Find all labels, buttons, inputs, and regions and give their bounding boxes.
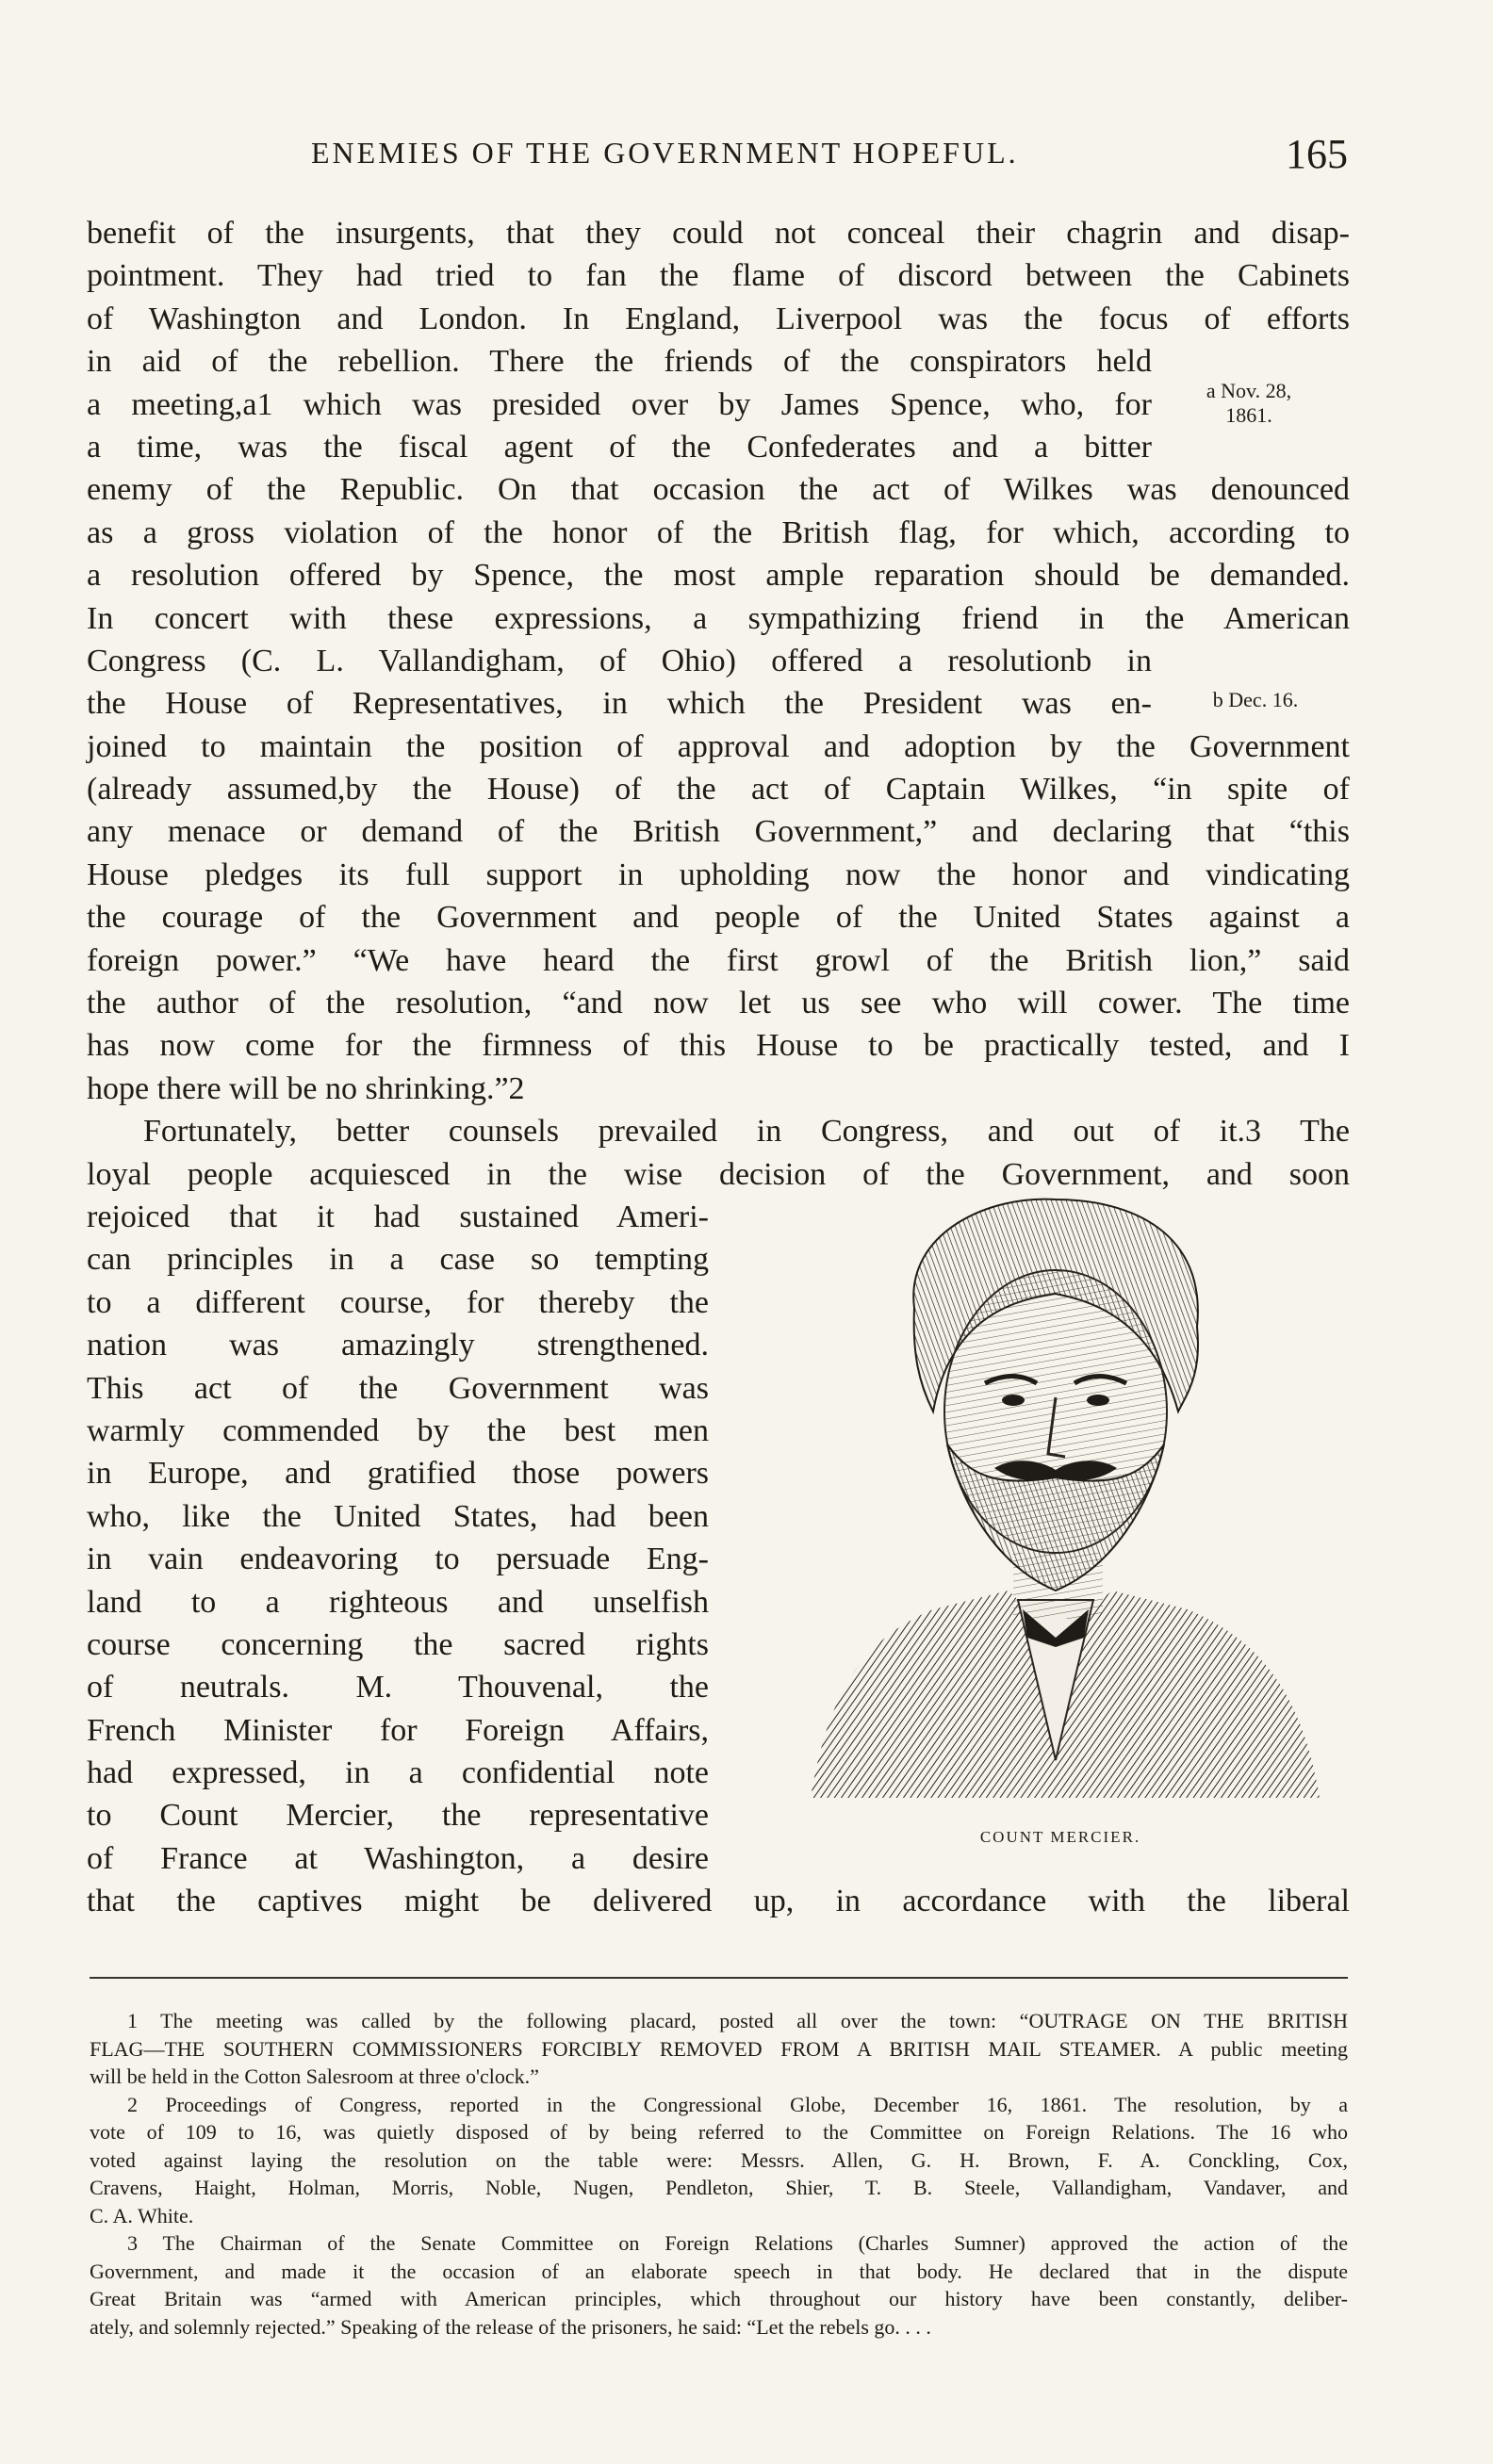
text-line: a resolution offered by Spence, the most ample reparation should be demanded. <box>87 558 1350 594</box>
text-line: In concert with these expressions, a sympathizing friend in the American <box>87 600 1350 636</box>
text-line: in aid of the rebellion. There the friends of the conspirators held <box>87 344 1152 380</box>
text-line: a meeting,a1 which was presided over by James Spence, who, for <box>87 386 1152 422</box>
text-line: benefit of the insurgents, that they could not conceal their chagrin and disap- <box>87 216 1350 251</box>
text-line: warmly commended by the best men <box>87 1412 709 1448</box>
text-line: to a different course, for thereby the <box>87 1284 709 1320</box>
footnote-line: 2 Proceedings of Congress, reported in the Congressional Globe, December 16, 1861. The resolution, by a <box>127 2092 1348 2116</box>
text-line: had expressed, in a confidential note <box>87 1755 709 1791</box>
footnote-line: FLAG—THE SOUTHERN COMMISSIONERS FORCIBLY REMOVED FROM A BRITISH MAIL STEAMER. A public meeting <box>90 2036 1348 2061</box>
portrait-image <box>773 1195 1348 1817</box>
text-line: course concerning the sacred rights <box>87 1626 709 1662</box>
text-line: rejoiced that it had sustained Ameri- <box>87 1199 709 1234</box>
running-title: ENEMIES OF THE GOVERNMENT HOPEFUL. <box>311 136 1019 170</box>
footnote-line: will be held in the Cotton Salesroom at three o'clock.” <box>90 2064 539 2088</box>
text-line: Congress (C. L. Vallandigham, of Ohio) offered a resolutionb in <box>87 643 1152 678</box>
text-line: pointment. They had tried to fan the flame of discord between the Cabinets <box>87 258 1350 294</box>
text-line: the courage of the Government and people of the United States against a <box>87 900 1350 936</box>
text-line: foreign power.” “We have heard the first growl of the British lion,” said <box>87 942 1350 978</box>
text-line: of France at Washington, a desire <box>87 1840 709 1876</box>
running-head <box>311 130 1348 177</box>
text-line: as a gross violation of the honor of the British flag, for which, according to <box>87 514 1350 550</box>
footnote-line: 3 The Chairman of the Senate Committee on Foreign Relations (Charles Sumner) approved the action of the <box>127 2231 1348 2255</box>
portrait-engraving <box>773 1195 1348 1854</box>
text-line: to Count Mercier, the representative <box>87 1798 709 1834</box>
text-line: French Minister for Foreign Affairs, <box>87 1712 709 1748</box>
footnote-line: ately, and solemnly rejected.” Speaking of the release of the prisoners, he said: “Let the rebels go. . . . <box>90 2314 931 2339</box>
footnotes <box>90 2007 1348 2341</box>
footnote-line: vote of 109 to 16, was quietly disposed of by being referred to the Committee on Foreign Relations. The 16 who <box>90 2120 1348 2144</box>
text-line: land to a righteous and unselfish <box>87 1584 709 1620</box>
footnote-line: Cravens, Haight, Holman, Morris, Noble, Nugen, Pendleton, Shier, T. B. Steele, Vallandigham, Vandaver, and <box>90 2176 1348 2199</box>
margin-note-b: b Dec. 16. <box>1212 688 1299 711</box>
text-line: the author of the resolution, “and now let us see who will cower. The time <box>87 986 1350 1021</box>
text-line: nation was amazingly strengthened. <box>87 1328 709 1363</box>
footnote-line: 1 The meeting was called by the following placard, posted all over the town: “OUTRAGE ON THE BRITISH <box>127 2009 1348 2032</box>
text-line: Fortunately, better counsels prevailed in Congress, and out of it.3 The <box>143 1114 1350 1150</box>
text-line: in vain endeavoring to persuade Eng- <box>87 1542 709 1577</box>
footnote-line: C. A. White. <box>90 2203 194 2227</box>
text-line: has now come for the firmness of this House to be practically tested, and I <box>87 1028 1350 1064</box>
text-line: who, like the United States, had been <box>87 1498 709 1534</box>
footnote-line: voted against laying the resolution on the table were: Messrs. Allen, G. H. Brown, F. A. Conckling, Cox, <box>90 2147 1348 2172</box>
text-line: in Europe, and gratified those powers <box>87 1456 709 1492</box>
margin-note-a <box>1183 379 1315 428</box>
footnote-line: Government, and made it the occasion of an elaborate speech in that body. He declared that in the dispute <box>90 2259 1348 2283</box>
footnote-line: Great Britain was “armed with American principles, which throughout our history have been constantly, deliber- <box>90 2287 1348 2310</box>
portrait-caption: COUNT MERCIER. <box>979 1828 1141 1846</box>
text-line: (already assumed,by the House) of the act of Captain Wilkes, “in spite of <box>87 772 1350 808</box>
text-line: any menace or demand of the British Government,” and declaring that “this <box>87 814 1350 850</box>
text-line: of Washington and London. In England, Liverpool was the focus of efforts <box>87 301 1350 336</box>
text-line: can principles in a case so tempting <box>87 1242 709 1278</box>
footnote-rule <box>90 1977 1348 1979</box>
text-line: joined to maintain the position of approval and adoption by the Government <box>87 728 1350 764</box>
text-line: House pledges its full support in upholding now the honor and vindicating <box>87 857 1350 892</box>
text-line: of neutrals. M. Thouvenal, the <box>87 1670 709 1705</box>
margin-note-a-year: 1861. <box>1225 403 1272 427</box>
text-line: the House of Representatives, in which the President was en- <box>87 686 1152 722</box>
text-line: enemy of the Republic. On that occasion the act of Wilkes was denounced <box>87 472 1350 508</box>
text-line: hope there will be no shrinking.”2 <box>87 1070 525 1106</box>
text-line: that the captives might be delivered up, in accordance with the liberal <box>87 1884 1350 1919</box>
page-number: 165 <box>1286 131 1348 177</box>
text-line: loyal people acquiesced in the wise decision of the Government, and soon <box>87 1156 1350 1192</box>
text-line: a time, was the fiscal agent of the Confederates and a bitter <box>87 429 1152 465</box>
text-line: This act of the Government was <box>87 1370 709 1406</box>
margin-note-a-date: a Nov. 28, <box>1206 379 1292 402</box>
